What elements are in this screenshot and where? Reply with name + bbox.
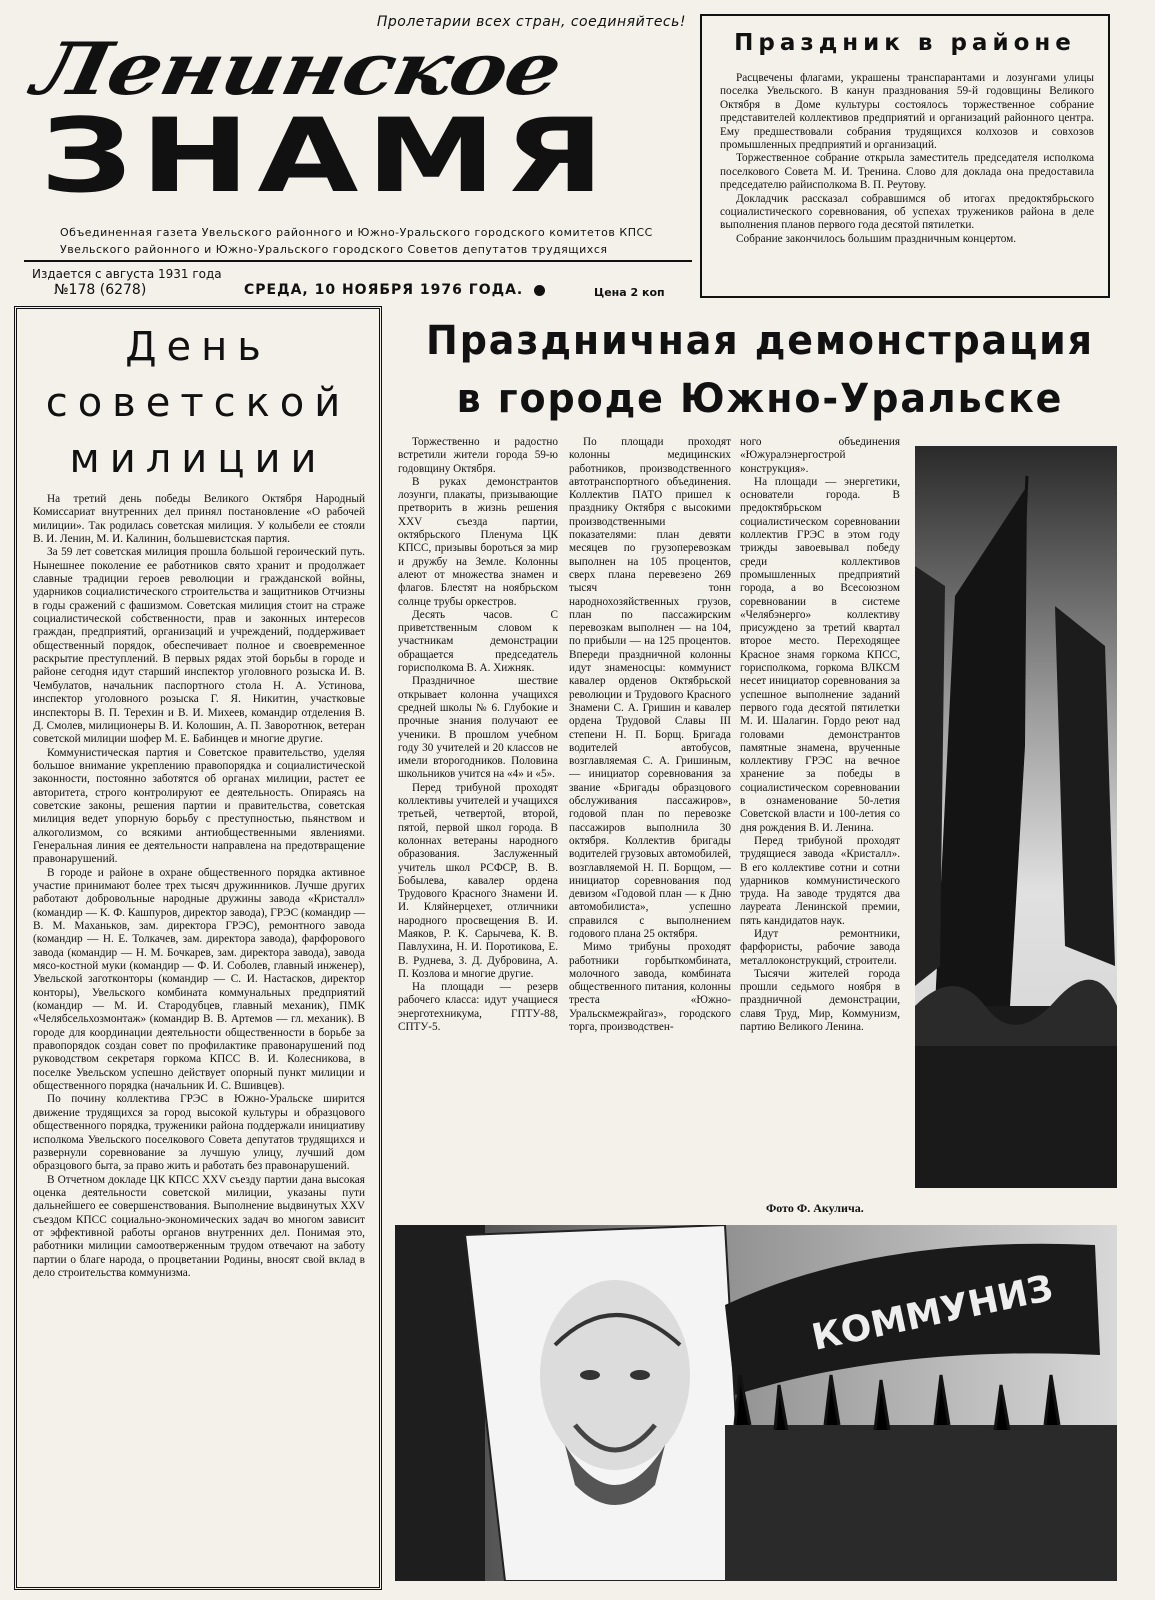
photo-credit: Фото Ф. Акулича. (766, 1201, 864, 1215)
masthead (24, 12, 692, 302)
district-headline: Праздник в районе (734, 30, 1076, 56)
paragraph: Десять часов. С приветственным словом к участникам демонстрации обращается председатель горисполкома В. А. Хижняк. (398, 608, 558, 675)
paragraph: По площади проходят колонны медицинских работников, производственного автотранспортного объединения. Коллектив ПАТО пришел к празднику Октября с высокими производственными показателями: план девяти месяцев по грузоперевозкам выполнен на 105 процентов, сверх плана перевезено 269 тысяч тонн народнохозяйственных грузов, план по пассажирским перевозкам выполнен — на 104, по прибыли — на 125 процентов. Впереди праздничной колонны идут знаменосцы: коммунист кавалер орденов Октябрьской революции и Трудового Красного Знамени С. А. Гришин и кавалер ордена Трудовой Славы III степени Н. П. Борщ. Бригада водителей автобусов, возглавляемая С. А. Гришиным, — инициатор соревнования за звание «Бригады образцового обслуживания пассажиров», годовой план по перевозке пассажиров выполнила 30 октября. Коллектив бригады водителей грузовых автомобилей, возглавляемой Н. П. Борщом, — инициатор соревнования под девизом «Годовой план — к Дню автомобилиста», успешно справился с выполнением годового плана 25 октября. (569, 436, 731, 940)
price: Цена 2 коп (594, 286, 665, 299)
paragraph: Докладчик рассказал собравшимся об итогах предоктябрьского социалистического соревнования, об успехах тружеников района в деле выполнения планов первого года десятой пятилетки. (720, 192, 1094, 232)
article-column-2 (569, 436, 731, 1216)
subtitle-line-1: Объединенная газета Увельского районного и Южно-Уральского городского комитетов КПСС (60, 226, 653, 239)
paragraph: В руках демонстрантов лозунги, плакаты, призывающие претворить в жизнь решения XXV съезда партии, октябрьского Пленума ЦК КПСС, призывы бороться за мир и дружбу на Земле. Колонны алеют от множества знамен и флагов. Блестят на ноябрьском солнце трубы оркестров. (398, 475, 558, 608)
paragraph: В городе и районе в охране общественного порядка активное участие принимают более трех тысяч дружинников. Лучше других работают добровольные народные дружины завода «Кристалл» (командир — К. Ф. Кашпуров, директор завода), ГРЭС (командир — В. М. Маханьков, зам. директора ГРЭС), ремонтного завода (командир — Н. Е. Толкачев, зам. директора завода), фарфорового завода (командир — Н. М. Бочкарев, зам. директора завода), завода мясо-костной муки (командир — Ф. И. Соболев, главный инженер), Увельской заготконторы (командир — С. И. Настасков, директор конторы), Увельского комбината коммунальных предприятий (командир — М. И. Стародубцев, главный механик), ПМК «Челябсельхозмонтаж» (командир В. В. Артемов — гл. механик). В городе для координации деятельности общественности в борьбе за правопорядок создан совет по профилактике правонарушений под руководством секретаря горкома КПСС В. И. Колесникова, в поселке Увельском успешно действует опорный пункт милиции и общественного порядка (начальник И. С. Вшивцев). (33, 866, 365, 1093)
paragraph: На третий день победы Великого Октября Народный Комиссариат внутренних дел принял постановление «О рабочей милиции». Так родилась советская милиция. У колыбели ее стояли В. И. Ленин, М. И. Калинин, большевистская партия. (33, 493, 365, 546)
paragraph: На площади — резерв рабочего класса: идут учащиеся энерготехникума, ГПТУ-88, СПТУ-5. (398, 981, 558, 1034)
subtitle (60, 224, 700, 258)
paragraph: В Отчетном докладе ЦК КПСС XXV съезду партии дана высокая оценка деятельности советской милиции, указаны пути дальнейшего ее совершенствования. Выполнение выдвинутых XXV съездом КПСС социально-экономических задач во многом зависит от эффективной работы органов внутренних дел. Понимая это, работники милиции самоотверженным трудом отвечают на заботу партии о благе народа, о процветании Родины, вносят свой вклад в дело строительства коммунизма. (33, 1173, 365, 1279)
subtitle-line-2: Увельского районного и Южно-Уральского городского Советов депутатов трудящихся (60, 243, 608, 256)
article-column-3 (740, 436, 900, 1216)
title-script: Ленинское (26, 26, 569, 111)
paragraph: Праздничное шествие открывает колонна учащихся средней школы № 6. Глубокие и прочные знания получают ее ученики. В прошлом учебном году 30 учителей и 20 классов не имели второгодников. Половина школьников учится на «4» и «5». (398, 675, 558, 781)
main-headline-line: Праздничная демонстрация (426, 318, 1094, 364)
paragraph: Коммунистическая партия и Советское правительство, уделяя большое внимание укреплению правопорядка и социалистической законности, постоянно заботятся об органах милиции, растет ее авторитета, строго контролируют ее деятельность. Опираясь на советские законы, решения партии и правительства, советская милиция ведет упорную борьбу с преступностью, пьянством и алкоголизмом, со всякими антиобщественными явлениями. Генеральная линия ее деятельности направлена на предотвращение правонарушений. (33, 746, 365, 866)
militia-headline-line: День (125, 324, 271, 370)
paragraph: Перед трибуной проходят коллективы учителей и учащихся третьей, четвертой, второй, пятой, первой школ города. В колоннах ветераны народного образования. Заслуженный учитель школ РСФСР, В. В. Бобылева, кавалер ордена Трудового Красного Знамени И. И. Кляйнерцехет, отличники народного просвещения В. И. Маяков, Р. К. Сарычева, К. В. Павлухина, Н. И. Поротикова, Е. В. Руднева, З. Д. Дубровина, А. П. Козлова и многие другие. (398, 781, 558, 980)
paragraph: По почину коллектива ГРЭС в Южно-Уральске ширится движение трудящихся за город высокой культуры и образцового общественного порядка, труженики района поддержали инициативу исполкома Увельского поселкового Совета депутатов трудящихся и развернули соревнование за лучшую улицу, лучший дом образцового быта, за право жить и работать без правонарушений. (33, 1093, 365, 1173)
slogan: Пролетарии всех стран, соединяйтесь! (376, 14, 686, 30)
main-headline (418, 312, 1102, 428)
photo-flags (915, 446, 1117, 1188)
paragraph: Тысячи жителей города прошли седьмого ноября в праздничной демонстрации, славя Труд, Мир, Коммунизм, партию Великого Ленина. (740, 967, 900, 1034)
article-column-1 (398, 436, 558, 1216)
banner-text: КОММУНИЗ (808, 1267, 1057, 1359)
militia-headline (17, 319, 379, 487)
militia-headline-line: советской (45, 380, 351, 426)
title-block: ЗНАМЯ (40, 97, 612, 216)
paragraph: Идут ремонтники, фарфористы, рабочие завода металлоконструкций, строители. (740, 927, 900, 967)
militia-article-box (14, 306, 382, 1590)
paragraph: Собрание закончилось большим праздничным концертом. (736, 232, 1017, 245)
district-text (720, 72, 1094, 246)
district-news-box (700, 14, 1110, 298)
paragraph: Перед трибуной проходят трудящиеся завода «Кристалл». В его коллективе сотни и сотни ударников коммунистического труда. На заводе трудятся два лауреата Ленинской премии, пять кандидатов наук. (740, 834, 900, 927)
militia-headline-line: милиции (69, 436, 327, 482)
paragraph: ного объединения «Южуралэнергострой конструкция». (740, 436, 900, 475)
paragraph: Торжественно и радостно встретили жители города 59-ю годовщину Октября. (398, 436, 558, 475)
paragraph: Мимо трибуны проходят работники горбыткомбината, молочного завода, комбината общественного питания, колонны треста «Южно-Уральскмежрайгаз», городского торга, производствен- (569, 941, 731, 1034)
paragraph: На площади — энергетики, основатели города. В предоктябрьском социалистическом соревновании коллектив ГРЭС в этом году трижды завоевывал победу среди коллективов промышленных предприятий города, а во Всесоюзном соревновании в системе «Челябэнерго» коллективу присуждено за третий квартал второе место. Переходящее Красное знамя горкома КПСС, горисполкома, горкома ВЛКСМ несет инициатор соревнования за успешное выполнение заданий первого года десятой пятилетки М. И. Шалагин. Гордо реют над головами демонстрантов памятные знамена, врученные коллективу ГРЭС на вечное хранение за победы в социалистическом соревновании в ознаменование 50-летия Советской власти и 100-летия со дня рождения В. И. Ленина. (740, 475, 900, 834)
black-dot-icon (534, 285, 545, 296)
issue-date: СРЕДА, 10 НОЯБРЯ 1976 ГОДА. (244, 282, 524, 298)
militia-text (33, 493, 365, 1280)
photo-lenin-portrait-banner (395, 1225, 1117, 1581)
divider (24, 260, 692, 262)
issue-number: №178 (6278) (54, 282, 147, 298)
paragraph: За 59 лет советская милиция прошла большой героический путь. Нынешнее поколение ее работников свято хранит и продолжает славные традиции героев революции и гражданской войны, ударников социалистического строительства и защитников Отчизны в годы сражений с фашизмом. Советская милиция стоит на страже социалистической собственности, прав и законных интересов граждан, предприятий, организаций и учреждений, поддерживает общественный порядок, обеспечивает полное и своевременное раскрытие преступлений. В первых рядах этой борьбы в городе и районе сегодня идут старший инспектор уголовного розыска И. В. Чембулатов, начальник паспортного стола Н. А. Устинова, инспектор уголовного розыска Г. Я. Никитин, участковые инспекторы В. П. Терехин и В. И. Михеев, командир отделения В. Д. Смолев, милиционеры В. И. Колошин, А. П. Заворотнюк, ветеран советской милиции шофер М. Е. Бабинцев и многие другие. (33, 546, 365, 746)
since-line: Издается с августа 1931 года (32, 267, 222, 281)
paragraph: Расцвечены флагами, украшены транспарантами и лозунгами улицы поселка Увельского. В канун празднования 59-й годовщины Великого Октября в Доме культуры состоялось торжественное собрание представителей коллективов предприятий и организаций районного центра. Ему предшествовали собрания трудящихся колхозов и совхозов промышленных предприятий и организаций. (720, 72, 1094, 152)
main-headline-line: в городе Южно-Уральске (456, 376, 1064, 422)
paragraph: Торжественное собрание открыла заместитель председателя исполкома поселкового Совета М. И. Тренина. Слово для доклада она предоставила председателю райисполкома В. П. Реутову. (720, 152, 1094, 192)
